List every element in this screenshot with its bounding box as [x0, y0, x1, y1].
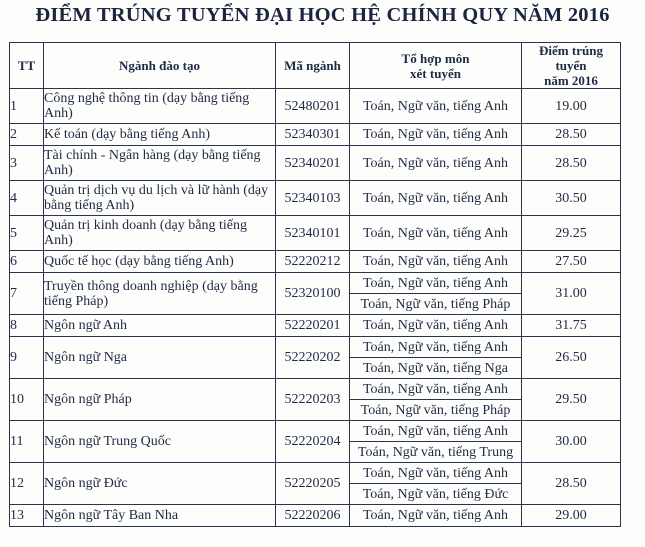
row-number: 13 [10, 505, 44, 527]
header-combo-line2: xét tuyển [410, 65, 461, 81]
program-code: 52220204 [276, 421, 350, 463]
table-row [10, 379, 621, 400]
row-number: 12 [10, 463, 44, 505]
header-code: Mã ngành [276, 43, 350, 89]
program-code: 52220202 [276, 337, 350, 379]
subject-combination: Toán, Ngữ văn, tiếng Anh [350, 181, 522, 216]
subject-combination: Toán, Ngữ văn, tiếng Anh [350, 315, 522, 337]
table-row [10, 251, 621, 273]
table-body [10, 89, 621, 527]
admission-score: 28.50 [522, 463, 621, 505]
subject-combination: Toán, Ngữ văn, tiếng Nga [350, 358, 522, 379]
row-number: 11 [10, 421, 44, 463]
table-row [10, 146, 621, 181]
table-row [10, 273, 621, 294]
header-score-line2: năm 2016 [544, 73, 598, 88]
header-tt: TT [10, 43, 44, 89]
subject-combination: Toán, Ngữ văn, tiếng Anh [350, 124, 522, 146]
program-code: 52220203 [276, 379, 350, 421]
program-code: 52220201 [276, 315, 350, 337]
program-name: Quản trị dịch vụ du lịch và lữ hành (dạy bằng tiếng Anh) [44, 181, 276, 216]
row-number: 1 [10, 89, 44, 124]
table-row [10, 505, 621, 527]
row-number: 5 [10, 216, 44, 251]
table-row [10, 216, 621, 251]
program-name: Truyền thông doanh nghiệp (dạy bằng tiếng Pháp) [44, 273, 276, 315]
admission-score: 30.50 [522, 181, 621, 216]
admission-score: 29.00 [522, 505, 621, 527]
row-number: 6 [10, 251, 44, 273]
subject-combination: Toán, Ngữ văn, tiếng Anh [350, 379, 522, 400]
table-row [10, 421, 621, 442]
subject-combination: Toán, Ngữ văn, tiếng Pháp [350, 400, 522, 421]
subject-combination: Toán, Ngữ văn, tiếng Anh [350, 146, 522, 181]
subject-combination: Toán, Ngữ văn, tiếng Anh [350, 337, 522, 358]
program-name: Ngôn ngữ Pháp [44, 379, 276, 421]
admission-score: 29.25 [522, 216, 621, 251]
program-name: Công nghệ thông tin (dạy bằng tiếng Anh) [44, 89, 276, 124]
subject-combination: Toán, Ngữ văn, tiếng Trung [350, 442, 522, 463]
program-code: 52480201 [276, 89, 350, 124]
subject-combination: Toán, Ngữ văn, tiếng Anh [350, 463, 522, 484]
row-number: 9 [10, 337, 44, 379]
row-number: 7 [10, 273, 44, 315]
header-combo-line1: Tổ hợp môn [401, 50, 470, 66]
program-code: 52340101 [276, 216, 350, 251]
program-name: Ngôn ngữ Trung Quốc [44, 421, 276, 463]
admission-score: 28.50 [522, 124, 621, 146]
subject-combination: Toán, Ngữ văn, tiếng Anh [350, 273, 522, 294]
admission-scores-table [9, 42, 621, 527]
admission-score: 31.00 [522, 273, 621, 315]
row-number: 2 [10, 124, 44, 146]
table-header-row [10, 43, 621, 89]
program-code: 52340103 [276, 181, 350, 216]
program-name: Ngôn ngữ Tây Ban Nha [44, 505, 276, 527]
subject-combination: Toán, Ngữ văn, tiếng Anh [350, 421, 522, 442]
header-score-line1: Điểm trúng tuyển [539, 43, 603, 73]
admission-score: 26.50 [522, 337, 621, 379]
subject-combination: Toán, Ngữ văn, tiếng Đức [350, 484, 522, 505]
program-name: Quản trị kinh doanh (dạy bằng tiếng Anh) [44, 216, 276, 251]
program-name: Quốc tế học (dạy bằng tiếng Anh) [44, 251, 276, 273]
header-score [522, 43, 621, 89]
program-code: 52340301 [276, 124, 350, 146]
header-program: Ngành đào tạo [44, 43, 276, 89]
program-name: Ngôn ngữ Anh [44, 315, 276, 337]
row-number: 10 [10, 379, 44, 421]
subject-combination: Toán, Ngữ văn, tiếng Anh [350, 505, 522, 527]
row-number: 8 [10, 315, 44, 337]
program-name: Ngôn ngữ Nga [44, 337, 276, 379]
program-name: Ngôn ngữ Đức [44, 463, 276, 505]
row-number: 4 [10, 181, 44, 216]
subject-combination: Toán, Ngữ văn, tiếng Anh [350, 216, 522, 251]
subject-combination: Toán, Ngữ văn, tiếng Pháp [350, 294, 522, 315]
page-title: ĐIỂM TRÚNG TUYỂN ĐẠI HỌC HỆ CHÍNH QUY NĂM 2016 [35, 4, 610, 26]
table-row [10, 181, 621, 216]
table-row [10, 315, 621, 337]
program-name: Tài chính - Ngân hàng (dạy bằng tiếng Anh) [44, 146, 276, 181]
table-row [10, 337, 621, 358]
header-combo [350, 43, 522, 89]
table-row [10, 89, 621, 124]
admission-score: 19.00 [522, 89, 621, 124]
admission-score: 29.50 [522, 379, 621, 421]
subject-combination: Toán, Ngữ văn, tiếng Anh [350, 89, 522, 124]
program-code: 52220212 [276, 251, 350, 273]
admission-score: 30.00 [522, 421, 621, 463]
table-row [10, 463, 621, 484]
admission-score: 31.75 [522, 315, 621, 337]
admission-score: 28.50 [522, 146, 621, 181]
program-code: 52340201 [276, 146, 350, 181]
table-row [10, 124, 621, 146]
subject-combination: Toán, Ngữ văn, tiếng Anh [350, 251, 522, 273]
program-code: 52220205 [276, 463, 350, 505]
admission-score: 27.50 [522, 251, 621, 273]
program-name: Kế toán (dạy bằng tiếng Anh) [44, 124, 276, 146]
row-number: 3 [10, 146, 44, 181]
program-code: 52220206 [276, 505, 350, 527]
program-code: 52320100 [276, 273, 350, 315]
